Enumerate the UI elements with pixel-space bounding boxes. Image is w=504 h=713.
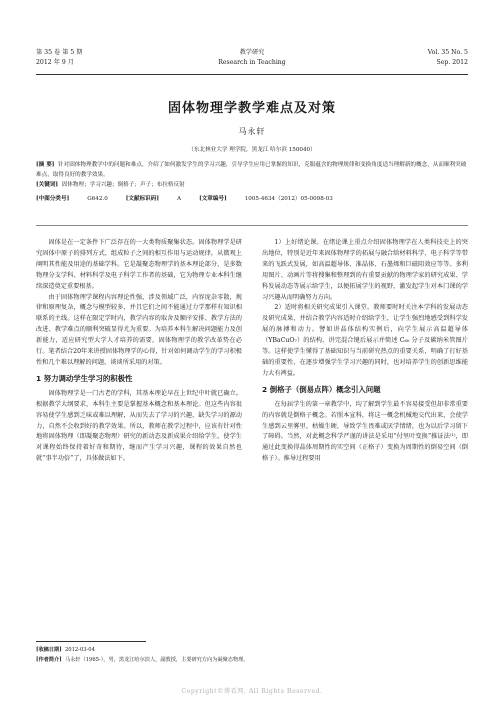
running-header: [36, 48, 468, 74]
author-affiliation: （东北林业大学 理学院，黑龙江 哈尔滨 150040）: [188, 147, 316, 153]
section-heading-2: 2 倒格子（倒易点阵）概念引入问题: [262, 384, 381, 394]
clc-value: G642.0: [87, 196, 108, 202]
paragraph: 在每届学生的第一章教学中，均了解到学生最不容易接受但却非常重要的内容就是倒格子概念。若照本宣科，将这一概念机械地交代出来，会使学生感到云里雾里、枯燥生硬，导致学生畏难或厌学情绪，也为以后学习留下了障碍。当然，对此概念科学严谨的讲法是采用“付里叶变换”推证法⁽¹⁾，即通过此变换得晶体周期性的实空间（正格子）变换为周期性的倒易空间（倒格子）。推导过程要用: [262, 400, 468, 463]
keywords-text: 固体物理；学习兴趣；倒格子；声子；布拉格反射: [61, 182, 185, 188]
issue-date: 2012 年 9 月: [36, 59, 74, 66]
journal-name-cn: 教学研究: [239, 49, 265, 56]
doc-code-label: [文献标识码]: [125, 196, 160, 202]
body-column-right: [262, 238, 468, 465]
abstract-label: [摘 要]: [36, 162, 55, 168]
paragraph: 1）上好绪论课。在绪论课上重点介绍固体物理学在人类科技史上的突出地位，特别是近年来固体物理学的拓展与融合给材料科学、电子科学等带来的飞跃式发展，如高温超导体、准晶体、石墨烯和巨磁阻效应等等。多利用图片、动画片等将搜集和整理到的有重要贡献的物理学家的研究成果、学科发展动态等展示给学生，以便拓展学生的视野，激发起学生对本门课的学习兴趣从而明确努力方向。: [262, 239, 468, 301]
author-bio-label: [作者简介]: [36, 657, 62, 663]
issue-date-en: Sep. 2012: [436, 59, 468, 66]
doc-code-value: A: [177, 196, 182, 202]
abstract-divider: [36, 225, 468, 226]
abstract-block: [36, 160, 468, 204]
author-bio-value: 马永轩（1965-），男，黑龙江哈尔滨人，副教授，主要研究方向为凝聚态物理。: [64, 657, 249, 663]
author-bio: [36, 655, 476, 665]
received-label: [收稿日期]: [36, 647, 62, 653]
article-id-value: 1005-4634（2012）05-0098-03: [244, 196, 333, 202]
journal-name-en: Research in Teaching: [218, 59, 286, 66]
abstract-text: 针对固体物理教学中的问题和难点，介绍了如何激发学生的学习兴趣，引导学生应用已掌握的知识，克服蕴含的物理规律和变换角度适当理解新的概念，从而顺利突破难点，取得良好的教学效果。: [36, 162, 467, 178]
footnote-divider: [36, 641, 146, 642]
volume-number: 第 35 卷 第 5 期: [36, 49, 83, 56]
volume-number-en: Vol. 35 No. 5: [427, 49, 468, 56]
paragraph: 2）适时将相关研究成果引入课堂。教师要时时关注本学科的发展动态及研究成果，并结合教学内容适时介绍给学生，让学生强烈地感受到科学发展的脉搏和动力。譬如讲晶体结构实例后，向学生展示高温超导体（YBaCuO₇）的结构，讲完混合键后展示并简述 C₆₀ 分子及碳纳米管图片等。这样使学生懂得了基础知识与当前研究热点的重要关系，明确了打好基础的重要性，在逐步增强学生学习兴趣的同时，也对培养学生的创新思维能力大有裨益。: [262, 304, 468, 377]
paragraph: 由于固体物理学课程内容理论性强，涉及领域广泛，内容庞杂零散，规律和原理复杂，概念与模型较多，并且它们之间不能通过力学那样有知识相联系的主线。这样在限定学时内，教学内容的取舍及顺序安排、教学方法的改进、教学难点的顺利突破显得尤为重要。为培养本科生解决问题能力及创新能力，适应研究型大学人才培养的需要，固体物理学的教学改革势在必行。笔者结合20年来讲授固体物理学的心得，针对如何调动学生的学习积极性和几个难以理解的问题，谈谈所采用的对策。: [36, 293, 242, 366]
body-column-left: [36, 238, 242, 465]
paragraph: 固体物理学是一门古老的学科，其基本理论早在上世纪中叶就已确立。根据教学大纲要求，本科生主要是掌握基本概念和基本理论。但这些内容很容易使学生感到乏味或难以理解，从而失去了学习的兴趣，缺失学习的源动力，自然不会收到好的教学效果。所以，教师在教学过程中，应该有针对性地将固体物理（即凝聚态物理）研究的新动态及新成果介绍给学生，使学生对课程始终保持着好奇和期待，继而产生学习兴趣，课程的效果自然也就“事半功倍”了，具体做法如下。: [36, 389, 242, 463]
clc-label: [中图分类号]: [36, 196, 70, 202]
paragraph: 固体是在一定条件下广泛存在的一大类物质聚集状态。固体物理学是研究固体中原子的排列方式、组成粒子之间的相互作用与运动规律，从微观上阐明其性能及用途的基础学科。它是凝聚态物理学的基本理论部分，是多数物理分支学科、材料科学及电子科学工作者的基础，它为物理专业本科生继续深造奠定重要根基。: [36, 239, 242, 290]
classification-line: [36, 194, 468, 204]
footnote: [36, 645, 476, 665]
abstract: [36, 160, 468, 180]
journal-issue-en: [428, 48, 468, 68]
section-heading-1: 1 努力调动学生学习的积极性: [36, 373, 133, 383]
header-divider: [36, 74, 468, 75]
article-title: 固体物理学教学难点及对策: [167, 101, 336, 116]
journal-name: [36, 48, 468, 68]
copyright-watermark: Copyright©博看网. All Rights Reserved.: [181, 688, 323, 695]
received-date: [36, 645, 476, 655]
article-author: 马永轩: [238, 127, 266, 136]
keywords: [36, 180, 468, 190]
keywords-label: [关键词]: [36, 182, 59, 188]
received-value: 2012-03-04: [64, 647, 95, 653]
article-id-label: [文章编号]: [199, 196, 227, 202]
